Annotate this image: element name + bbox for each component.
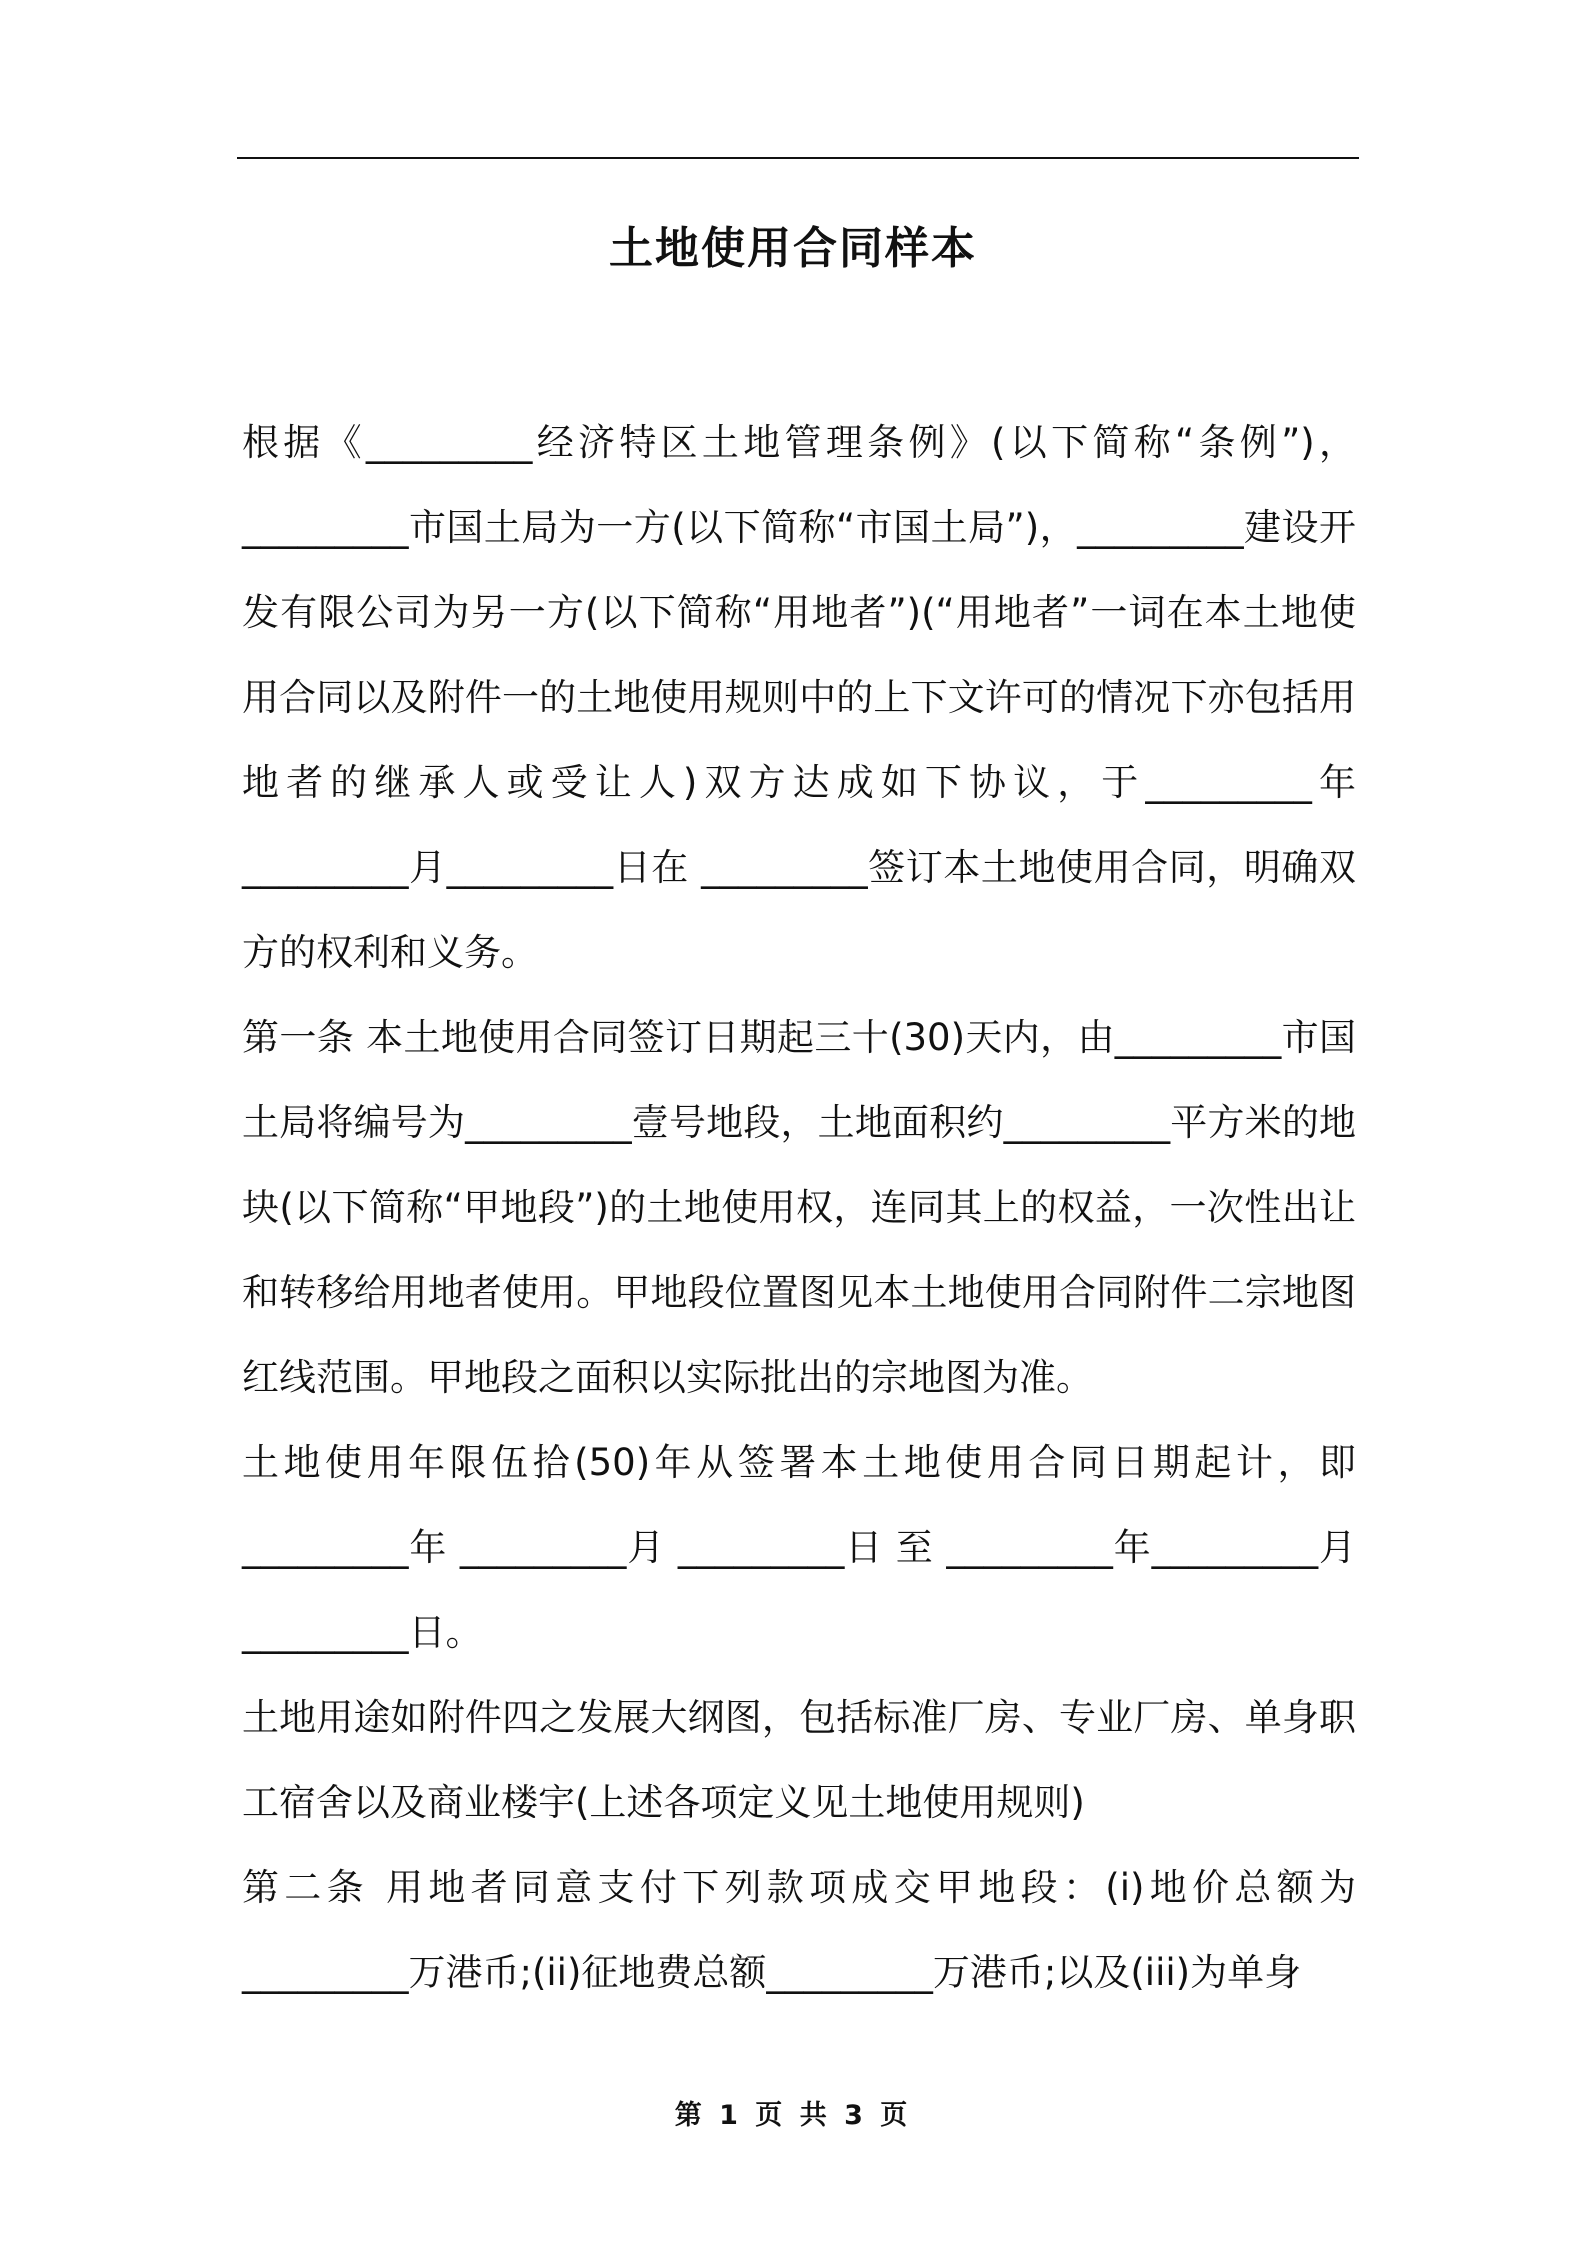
article-1-paragraph: 第一条 本土地使用合同签订日期起三十(30)天内，由_________市国土局将编号为_________壹号地段，土地面积约_________平方米的地块(以下简称“甲地段”)的土地使用权，连同其上的权益，一次性出让和转移给用地者使用。甲地段位置图见本土地使用合同附件二宗地图红线范围。甲地段之面积以实际批出的宗地图为准。 xyxy=(242,1016,1356,1399)
document-title: 土地使用合同样本 xyxy=(609,223,977,274)
page-number: 第 1 页 共 3 页 xyxy=(674,2100,912,2131)
header-rule xyxy=(237,157,1359,159)
preamble-paragraph: 根据《_________经济特区土地管理条例》(以下简称“条例”)，_________市国土局为一方(以下简称“市国土局”)，_________建设开发有限公司为另一方(以下简称“用地者”)(“用地者”一词在本土地使用合同以及附件一的土地使用规则中的上下文许可的情况下亦包括用地者的继承人或受让人)双方达成如下协议，于_________年_________月_________日在 _________签订本土地使用合同，明确双方的权利和义务。 xyxy=(242,421,1356,974)
article-2-paragraph: 第二条 用地者同意支付下列款项成交甲地段：(i)地价总额为_________万港币;(ii)征地费总额_________万港币;以及(iii)为单身 xyxy=(242,1866,1356,1994)
land-use-paragraph: 土地用途如附件四之发展大纲图，包括标准厂房、专业厂房、单身职工宿舍以及商业楼宇(上述各项定义见土地使用规则) xyxy=(242,1696,1356,1824)
document-body xyxy=(242,400,1356,2015)
land-term-paragraph: 土地使用年限伍拾(50)年从签署本土地使用合同日期起计，即_________年 _________月 _________日 至 _________年_________月_________日。 xyxy=(242,1441,1356,1654)
